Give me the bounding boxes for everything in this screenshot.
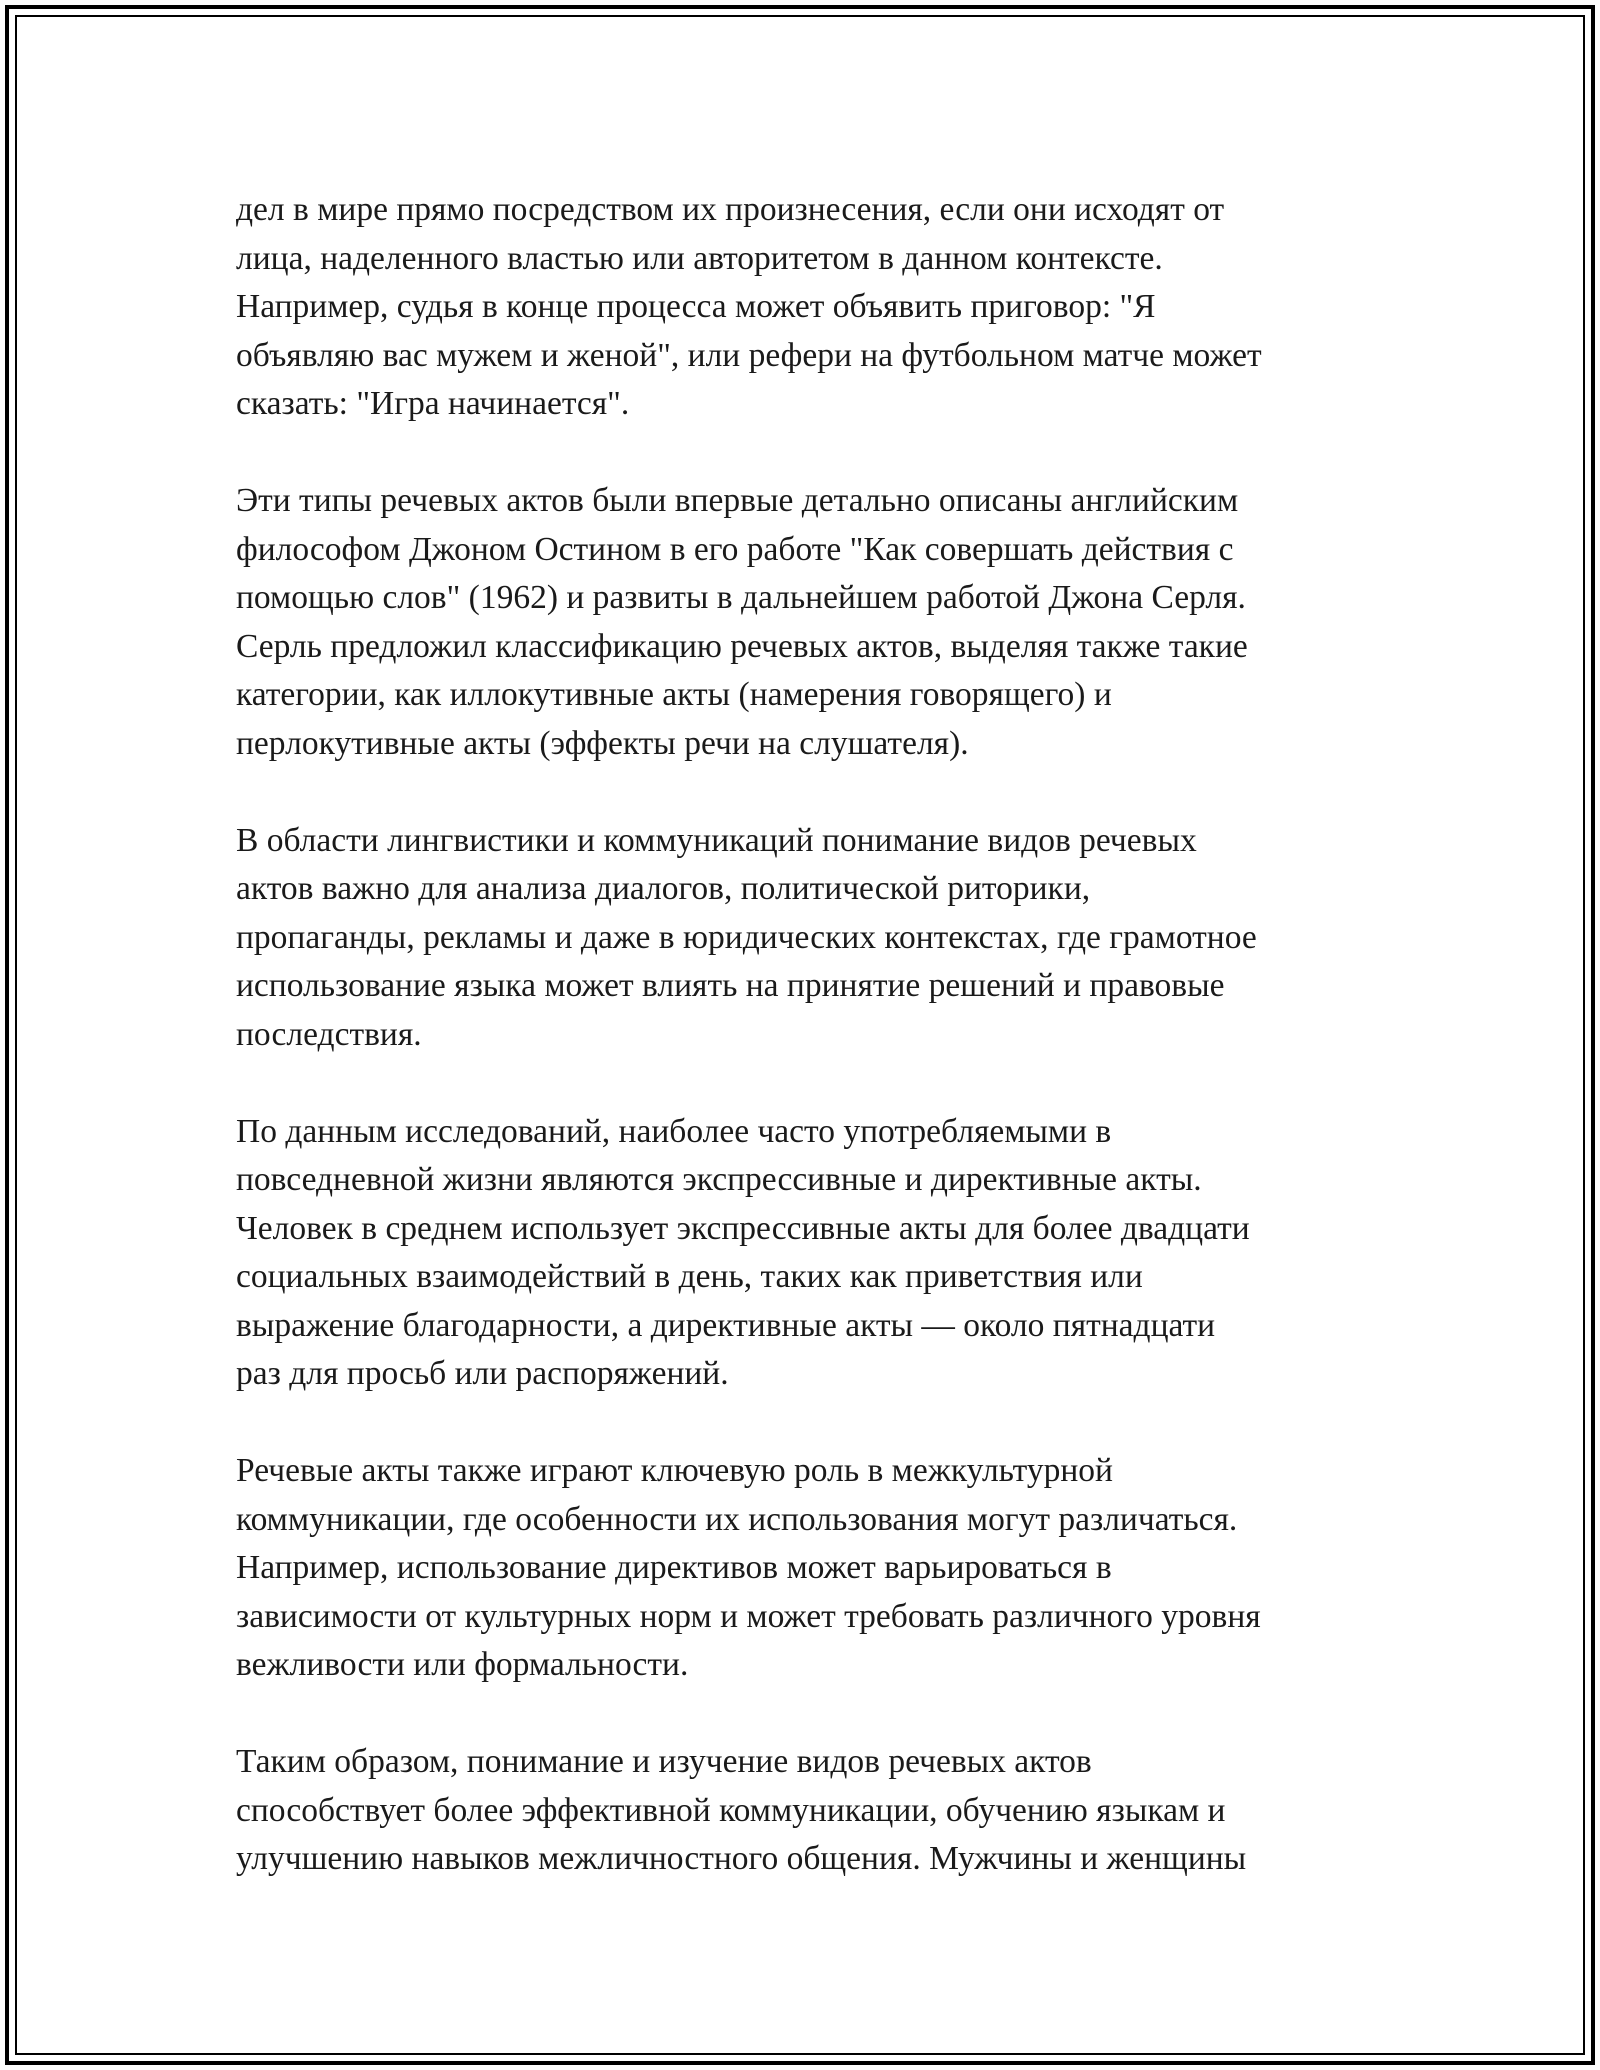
text-line: повседневной жизни являются экспрессивные и директивные акты.: [236, 1161, 1202, 1198]
text-line: Эти типы речевых актов были впервые детально описаны английским: [236, 482, 1239, 519]
text-line: Таким образом, понимание и изучение видов речевых актов: [236, 1743, 1092, 1780]
paragraph-4: [236, 1108, 1396, 1399]
text-line: Человек в среднем использует экспрессивные акты для более двадцати: [236, 1209, 1250, 1247]
paragraph-2: [236, 477, 1396, 768]
document-body: [236, 186, 1396, 1884]
text-line: сказать: "Игра начинается".: [236, 385, 630, 422]
text-line: вежливости или формальности.: [236, 1646, 689, 1683]
paragraph-5: [236, 1447, 1396, 1690]
text-line: Серль предложил классификацию речевых актов, выделяя также такие: [236, 627, 1248, 665]
text-line: раз для просьб или распоряжений.: [236, 1355, 729, 1392]
text-line: улучшению навыков межличностного общения. Мужчины и женщины: [236, 1840, 1247, 1877]
text-line: зависимости от культурных норм и может требовать различного уровня: [236, 1597, 1261, 1635]
text-line: Например, использование директивов может варьироваться в: [236, 1549, 1112, 1586]
paragraph-1: [236, 186, 1396, 429]
text-line: пропаганды, рекламы и даже в юридических контекстах, где грамотное: [236, 918, 1257, 956]
text-line: коммуникации, где особенности их использования могут различаться.: [236, 1500, 1238, 1538]
text-line: помощью слов" (1962) и развиты в дальнейшем работой Джона Серля.: [236, 579, 1246, 616]
text-line: дел в мире прямо посредством их произнесения, если они исходят от: [236, 191, 1225, 228]
text-line: использование языка может влиять на принятие решений и правовые: [236, 967, 1225, 1004]
text-line: философом Джоном Остином в его работе "Как совершать действия с: [236, 530, 1234, 568]
text-line: Например, судья в конце процесса может объявить приговор: "Я: [236, 288, 1156, 325]
text-line: актов важно для анализа диалогов, политической риторики,: [236, 870, 1091, 907]
text-line: социальных взаимодействий в день, таких как приветствия или: [236, 1258, 1143, 1295]
text-line: В области лингвистики и коммуникаций понимание видов речевых: [236, 821, 1197, 859]
paragraph-6: [236, 1738, 1396, 1884]
text-line: Речевые акты также играют ключевую роль в межкультурной: [236, 1452, 1113, 1489]
text-line: выражение благодарности, а директивные акты — около пятнадцати: [236, 1306, 1216, 1344]
text-line: По данным исследований, наиболее часто употребляемыми в: [236, 1112, 1112, 1150]
paragraph-3: [236, 817, 1396, 1060]
text-line: способствует более эффективной коммуникации, обучению языкам и: [236, 1791, 1226, 1829]
text-line: лица, наделенного властью или авторитетом в данном контексте.: [236, 239, 1163, 277]
text-line: объявляю вас мужем и женой", или рефери на футбольном матче может: [236, 336, 1262, 374]
text-line: последствия.: [236, 1015, 422, 1053]
text-line: категории, как иллокутивные акты (намерения говорящего) и: [236, 676, 1112, 713]
text-line: перлокутивные акты (эффекты речи на слушателя).: [236, 724, 969, 762]
